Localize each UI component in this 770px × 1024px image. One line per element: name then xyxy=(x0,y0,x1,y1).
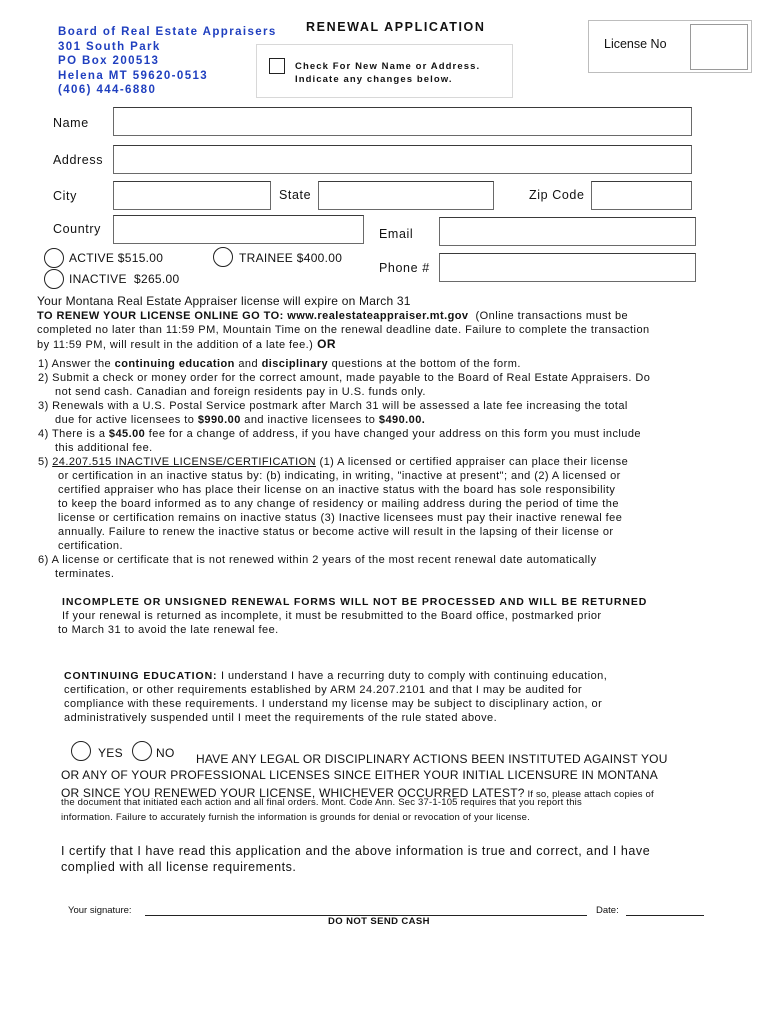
inactive-option-label: INACTIVE $265.00 xyxy=(69,272,180,286)
disciplinary-no-radio[interactable] xyxy=(132,741,152,761)
rule-citation: 24.207.515 INACTIVE LICENSE/CERTIFICATION xyxy=(52,456,316,468)
disciplinary-question-line-1: HAVE ANY LEGAL OR DISCIPLINARY ACTIONS BEEN INSTITUTED AGAINST YOU xyxy=(196,752,668,766)
continuing-education-section: CONTINUING EDUCATION: I understand I have a recurring duty to comply with continuing education, certification, or other requirements established by ARM 24.207.2101 and that I may be audited for compliance with these requirements. I understand my license may be subject to disciplinary action, or administratively suspended until I meet the requirements of the rule stated above. xyxy=(64,670,608,724)
instructions-list: 1) Answer the continuing education and disciplinary questions at the bottom of the form. 2) Submit a check or money order for the correct amount, made payable to the Board of Real Estate Appraisers. Do not send cash. Canadian and foreign residents pay in U.S. funds only. 3) Renewals with a U.S. Postal Service postmark after March 31 will be assessed a late fee increasing the total due for active licensees to $990.00 and inactive licensees to $490.00. 4) There is a $45.00 fee for a change of address, if you have changed your address on this form you must include this additional fee. 5) 24.207.515 INACTIVE LICENSE/CERTIFICATION (1) A licensed or certified appraiser can place their license or certification in an inactive status by: (b) indicating, in writing, "inactive at present"; and (2) A licensed or certified appraiser who has place their license on an inactive status with the board has sole responsibility to keep the board informed as to any change of residency or mailing address during the period of time the license or certification remains on inactive status (3) Inactive licensees must pay their inactive renewal fee annually. Failure to renew the inactive status or become active will result in the lapsing of their license or certification. 6) A license or certificate that is not renewed within 2 years of the most recent renewal date automatically terminates. xyxy=(38,357,743,581)
name-label: Name xyxy=(53,116,89,130)
disciplinary-note-line-2: information. Failure to accurately furnish the information is grounds for denial or revocation of your license. xyxy=(61,812,530,823)
incomplete-warning: INCOMPLETE OR UNSIGNED RENEWAL FORMS WILL NOT BE PROCESSED AND WILL BE RETURNED If your renewal is returned as incomplete, it must be resubmitted to the Board office, postmarked prior to March 31 to avoid the late renewal fee. xyxy=(62,595,742,637)
address-field[interactable] xyxy=(113,145,692,174)
signature-label: Your signature: xyxy=(68,905,132,916)
instruction-2: 2) Submit a check or money order for the correct amount, made payable to the Board of Real Estate Appraisers. Do xyxy=(38,372,651,384)
address-change-checkbox[interactable] xyxy=(269,58,285,74)
online-renewal-text: TO RENEW YOUR LICENSE ONLINE GO TO: www.realestateappraiser.mt.gov (Online transactions must be completed no later than 11:59 PM, Mountain Time on the renewal deadline date. Failure to complete the transaction by 11:59 PM, will result in the addition of a late fee.) OR xyxy=(37,310,650,351)
no-cash-notice: DO NOT SEND CASH xyxy=(328,916,430,927)
country-field[interactable] xyxy=(113,215,364,244)
zip-field[interactable] xyxy=(591,181,692,210)
inactive-radio[interactable] xyxy=(44,269,64,289)
incomplete-heading: INCOMPLETE OR UNSIGNED RENEWAL FORMS WILL NOT BE PROCESSED AND WILL BE RETURNED xyxy=(62,596,648,608)
active-radio[interactable] xyxy=(44,248,64,268)
board-phone: (406) 444-6880 xyxy=(58,84,157,96)
board-pobox: PO Box 200513 xyxy=(58,55,160,67)
instruction-1: 1) Answer the continuing education and disciplinary questions at the bottom of the form. xyxy=(38,358,521,370)
email-label: Email xyxy=(379,227,414,241)
disciplinary-question-line-3: OR SINCE YOU RENEWED YOUR LICENSE, WHICHEVER OCCURRED LATEST? If so, please attach copies of xyxy=(61,786,654,800)
active-option-label: ACTIVE $515.00 xyxy=(69,251,164,265)
license-no-label: License No xyxy=(604,37,667,51)
disciplinary-note-line-1: the document that initiated each action and all final orders. Mont. Code Ann. Sec 37-1-105 requires that you report this xyxy=(61,797,582,808)
license-no-field[interactable] xyxy=(690,24,748,70)
city-label: City xyxy=(53,189,77,203)
instruction-5: 5) 24.207.515 INACTIVE LICENSE/CERTIFICATION (1) A licensed or certified appraiser can place their license xyxy=(38,456,629,468)
disciplinary-no-label: NO xyxy=(156,746,175,760)
address-label: Address xyxy=(53,153,104,167)
online-renewal-url[interactable]: TO RENEW YOUR LICENSE ONLINE GO TO: www.realestateappraiser.mt.gov xyxy=(37,310,469,322)
state-field[interactable] xyxy=(318,181,494,210)
phone-label: Phone # xyxy=(379,261,430,275)
signature-line[interactable] xyxy=(145,903,587,916)
phone-field[interactable] xyxy=(439,253,696,282)
name-field[interactable] xyxy=(113,107,692,136)
disciplinary-yes-label: YES xyxy=(98,746,123,760)
trainee-radio[interactable] xyxy=(213,247,233,267)
email-field[interactable] xyxy=(439,217,696,246)
date-line[interactable] xyxy=(626,903,704,916)
board-name: Board of Real Estate Appraisers xyxy=(58,26,277,38)
instruction-3: 3) Renewals with a U.S. Postal Service postmark after March 31 will be assessed a late fee increasing the total xyxy=(38,400,628,412)
instruction-6: 6) A license or certificate that is not renewed within 2 years of the most recent renewal date automatically xyxy=(38,554,597,566)
date-label: Date: xyxy=(596,905,619,916)
instruction-4: 4) There is a $45.00 fee for a change of address, if you have changed your address on this form you must include xyxy=(38,428,641,440)
country-label: Country xyxy=(53,222,101,236)
disciplinary-yes-radio[interactable] xyxy=(71,741,91,761)
expire-notice: Your Montana Real Estate Appraiser license will expire on March 31 xyxy=(37,294,411,308)
board-city: Helena MT 59620-0513 xyxy=(58,69,209,82)
board-street: 301 South Park xyxy=(58,40,161,53)
continuing-education-heading: CONTINUING EDUCATION: xyxy=(64,670,218,682)
zip-label: Zip Code xyxy=(529,188,585,202)
certification-statement: I certify that I have read this application and the above information is true and correct, and I have complied with all license requirements. xyxy=(61,844,651,874)
board-address xyxy=(58,25,277,98)
trainee-option-label: TRAINEE $400.00 xyxy=(239,251,343,265)
address-change-label: Check For New Name or Address. Indicate any changes below. xyxy=(295,61,481,85)
city-field[interactable] xyxy=(113,181,271,210)
form-title: RENEWAL APPLICATION xyxy=(306,20,486,34)
disciplinary-question-line-2: OR ANY OF YOUR PROFESSIONAL LICENSES SINCE EITHER YOUR INITIAL LICENSURE IN MONTANA xyxy=(61,768,658,782)
state-label: State xyxy=(279,188,312,202)
